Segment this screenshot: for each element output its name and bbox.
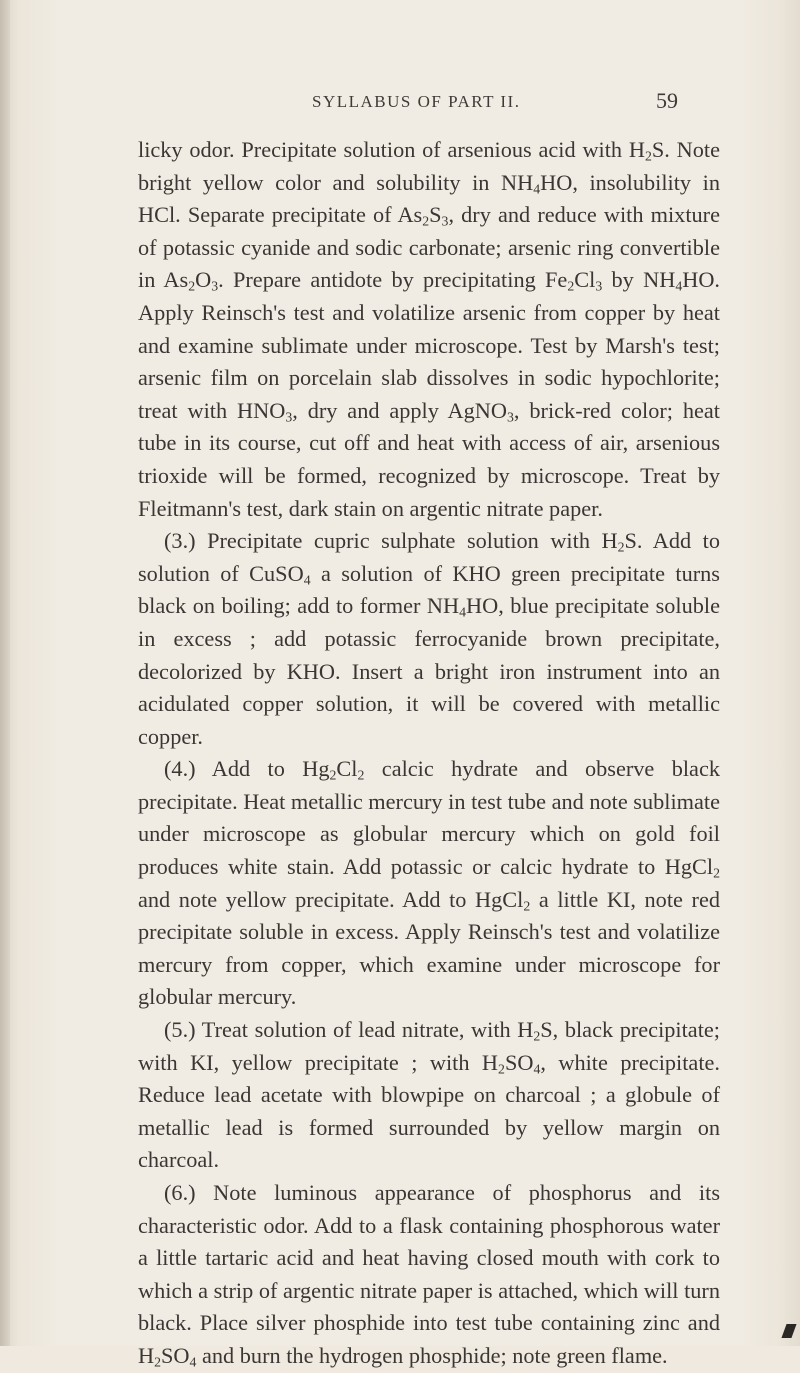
- text-run: , white precipitate. Reduce lead acetate with blowpipe on charcoal ; a globule of metallic lead is formed surrounded by yellow margin on charcoal.: [138, 1049, 720, 1173]
- text-run: Cl: [574, 267, 596, 293]
- subscript: 2: [567, 278, 575, 294]
- subscript: 3: [507, 409, 514, 425]
- paragraph-mercury: [138, 753, 720, 1014]
- subscript: 4: [459, 604, 466, 620]
- subscript: 2: [422, 213, 430, 229]
- subscript: 2: [329, 767, 337, 783]
- subscript: 2: [523, 898, 531, 914]
- text-run: and burn the hydrogen phosphide; note green flame.: [196, 1342, 668, 1368]
- paragraph-copper: [138, 525, 720, 753]
- paragraph-phosphorus: [138, 1177, 720, 1373]
- paragraph-arsenic-continued: [138, 134, 720, 525]
- text-run: (5.) Treat solution of lead nitrate, with H: [164, 1017, 534, 1043]
- subscript: 4: [303, 572, 311, 588]
- text-run: . Prepare antidote by precipitating Fe: [218, 267, 568, 293]
- subscript: 4: [675, 278, 683, 294]
- text-run: (6.) Note luminous appearance of phosphorus and its characteristic odor. Add to a flask containing phosphorous water a little tartaric acid and heat having closed mouth with cork to which a strip of argentic nitrate paper is attached, which will turn black. Place silver phosphide into test tube containing zinc and H: [138, 1180, 720, 1368]
- text-run: SO: [161, 1342, 190, 1368]
- running-title: SYLLABUS OF PART II.: [312, 92, 521, 111]
- subscript: 3: [441, 213, 449, 229]
- text-run: a solution of KHO green precipitate turns black on boiling; add to former NH: [138, 560, 720, 619]
- subscript: 3: [285, 409, 293, 425]
- text-run: S: [429, 202, 442, 228]
- subscript: 2: [357, 767, 365, 783]
- subscript: 3: [211, 278, 219, 294]
- subscript: 2: [498, 1061, 505, 1077]
- paragraph-lead: [138, 1014, 720, 1177]
- subscript: 2: [617, 539, 625, 555]
- text-run: S. Note bright yellow color and solubility in NH: [138, 137, 720, 195]
- subscript: 4: [189, 1354, 197, 1370]
- subscript: 2: [188, 278, 196, 294]
- running-head: [0, 88, 800, 118]
- page-gutter-shadow: [0, 0, 10, 1346]
- text-run: by NH: [602, 267, 676, 293]
- text-run: (3.) Precipitate cupric sulphate solution with H: [164, 528, 618, 554]
- subscript: 2: [713, 865, 720, 881]
- scan-edge-mark: [781, 1324, 796, 1338]
- text-run: SO: [504, 1049, 534, 1075]
- subscript: 2: [644, 148, 652, 164]
- text-run: (4.) Add to Hg: [164, 756, 330, 782]
- text-run: S. Add to solution of CuSO: [138, 528, 721, 586]
- page-number: 59: [656, 88, 678, 113]
- body-text: [138, 134, 720, 1373]
- text-run: HO, insolubility in HCl. Separate precipitate of As: [138, 169, 720, 228]
- subscript: 4: [533, 181, 541, 197]
- subscript: 2: [533, 1028, 541, 1044]
- text-run: and note yellow precipitate. Add to HgCl: [138, 886, 524, 912]
- text-run: , dry and apply AgNO: [292, 397, 508, 423]
- text-run: HO. Apply Reinsch's test and volatilize arsenic from copper by heat and examine sublimate under microscope. Test by Marsh's test; arsenic film on porcelain slab dissolves in sodic hypochlorite; treat with HNO: [138, 267, 720, 423]
- subscript: 3: [595, 278, 603, 294]
- text-run: licky odor. Precipitate solution of arsenious acid with H: [138, 137, 645, 162]
- text-run: HO, blue precipitate soluble in excess ; add potassic ferrocyanide brown precipitate, decolorized by KHO. Insert a bright iron instrument into an acidulated copper solution, it will be covered with metallic copper.: [138, 593, 720, 749]
- text-run: O: [195, 267, 212, 293]
- text-run: calcic hydrate and observe black precipitate. Heat metallic mercury in test tube and note sublimate under microscope as globular mercury which on gold foil produces white stain. Add potassic or calcic hydrate to HgCl: [138, 756, 721, 880]
- text-run: S, black precipitate; with KI, yellow precipitate ; with H: [138, 1017, 720, 1075]
- text-run: a little KI, note red precipitate soluble in excess. Apply Reinsch's test and volatilize mercury from copper, which examine under microscope for globular mercury.: [138, 886, 720, 1010]
- text-run: , dry and reduce with mixture of potassic cyanide and sodic carbonate; arsenic ring convertible in As: [138, 202, 720, 293]
- text-run: Cl: [336, 756, 358, 782]
- subscript: 4: [533, 1061, 541, 1077]
- subscript: 2: [154, 1354, 162, 1370]
- text-run: , brick-red color; heat tube in its course, cut off and heat with access of air, arsenious trioxide will be formed, recognized by microscope. Treat by Fleitmann's test, dark stain on argentic nitrate paper.: [138, 397, 720, 521]
